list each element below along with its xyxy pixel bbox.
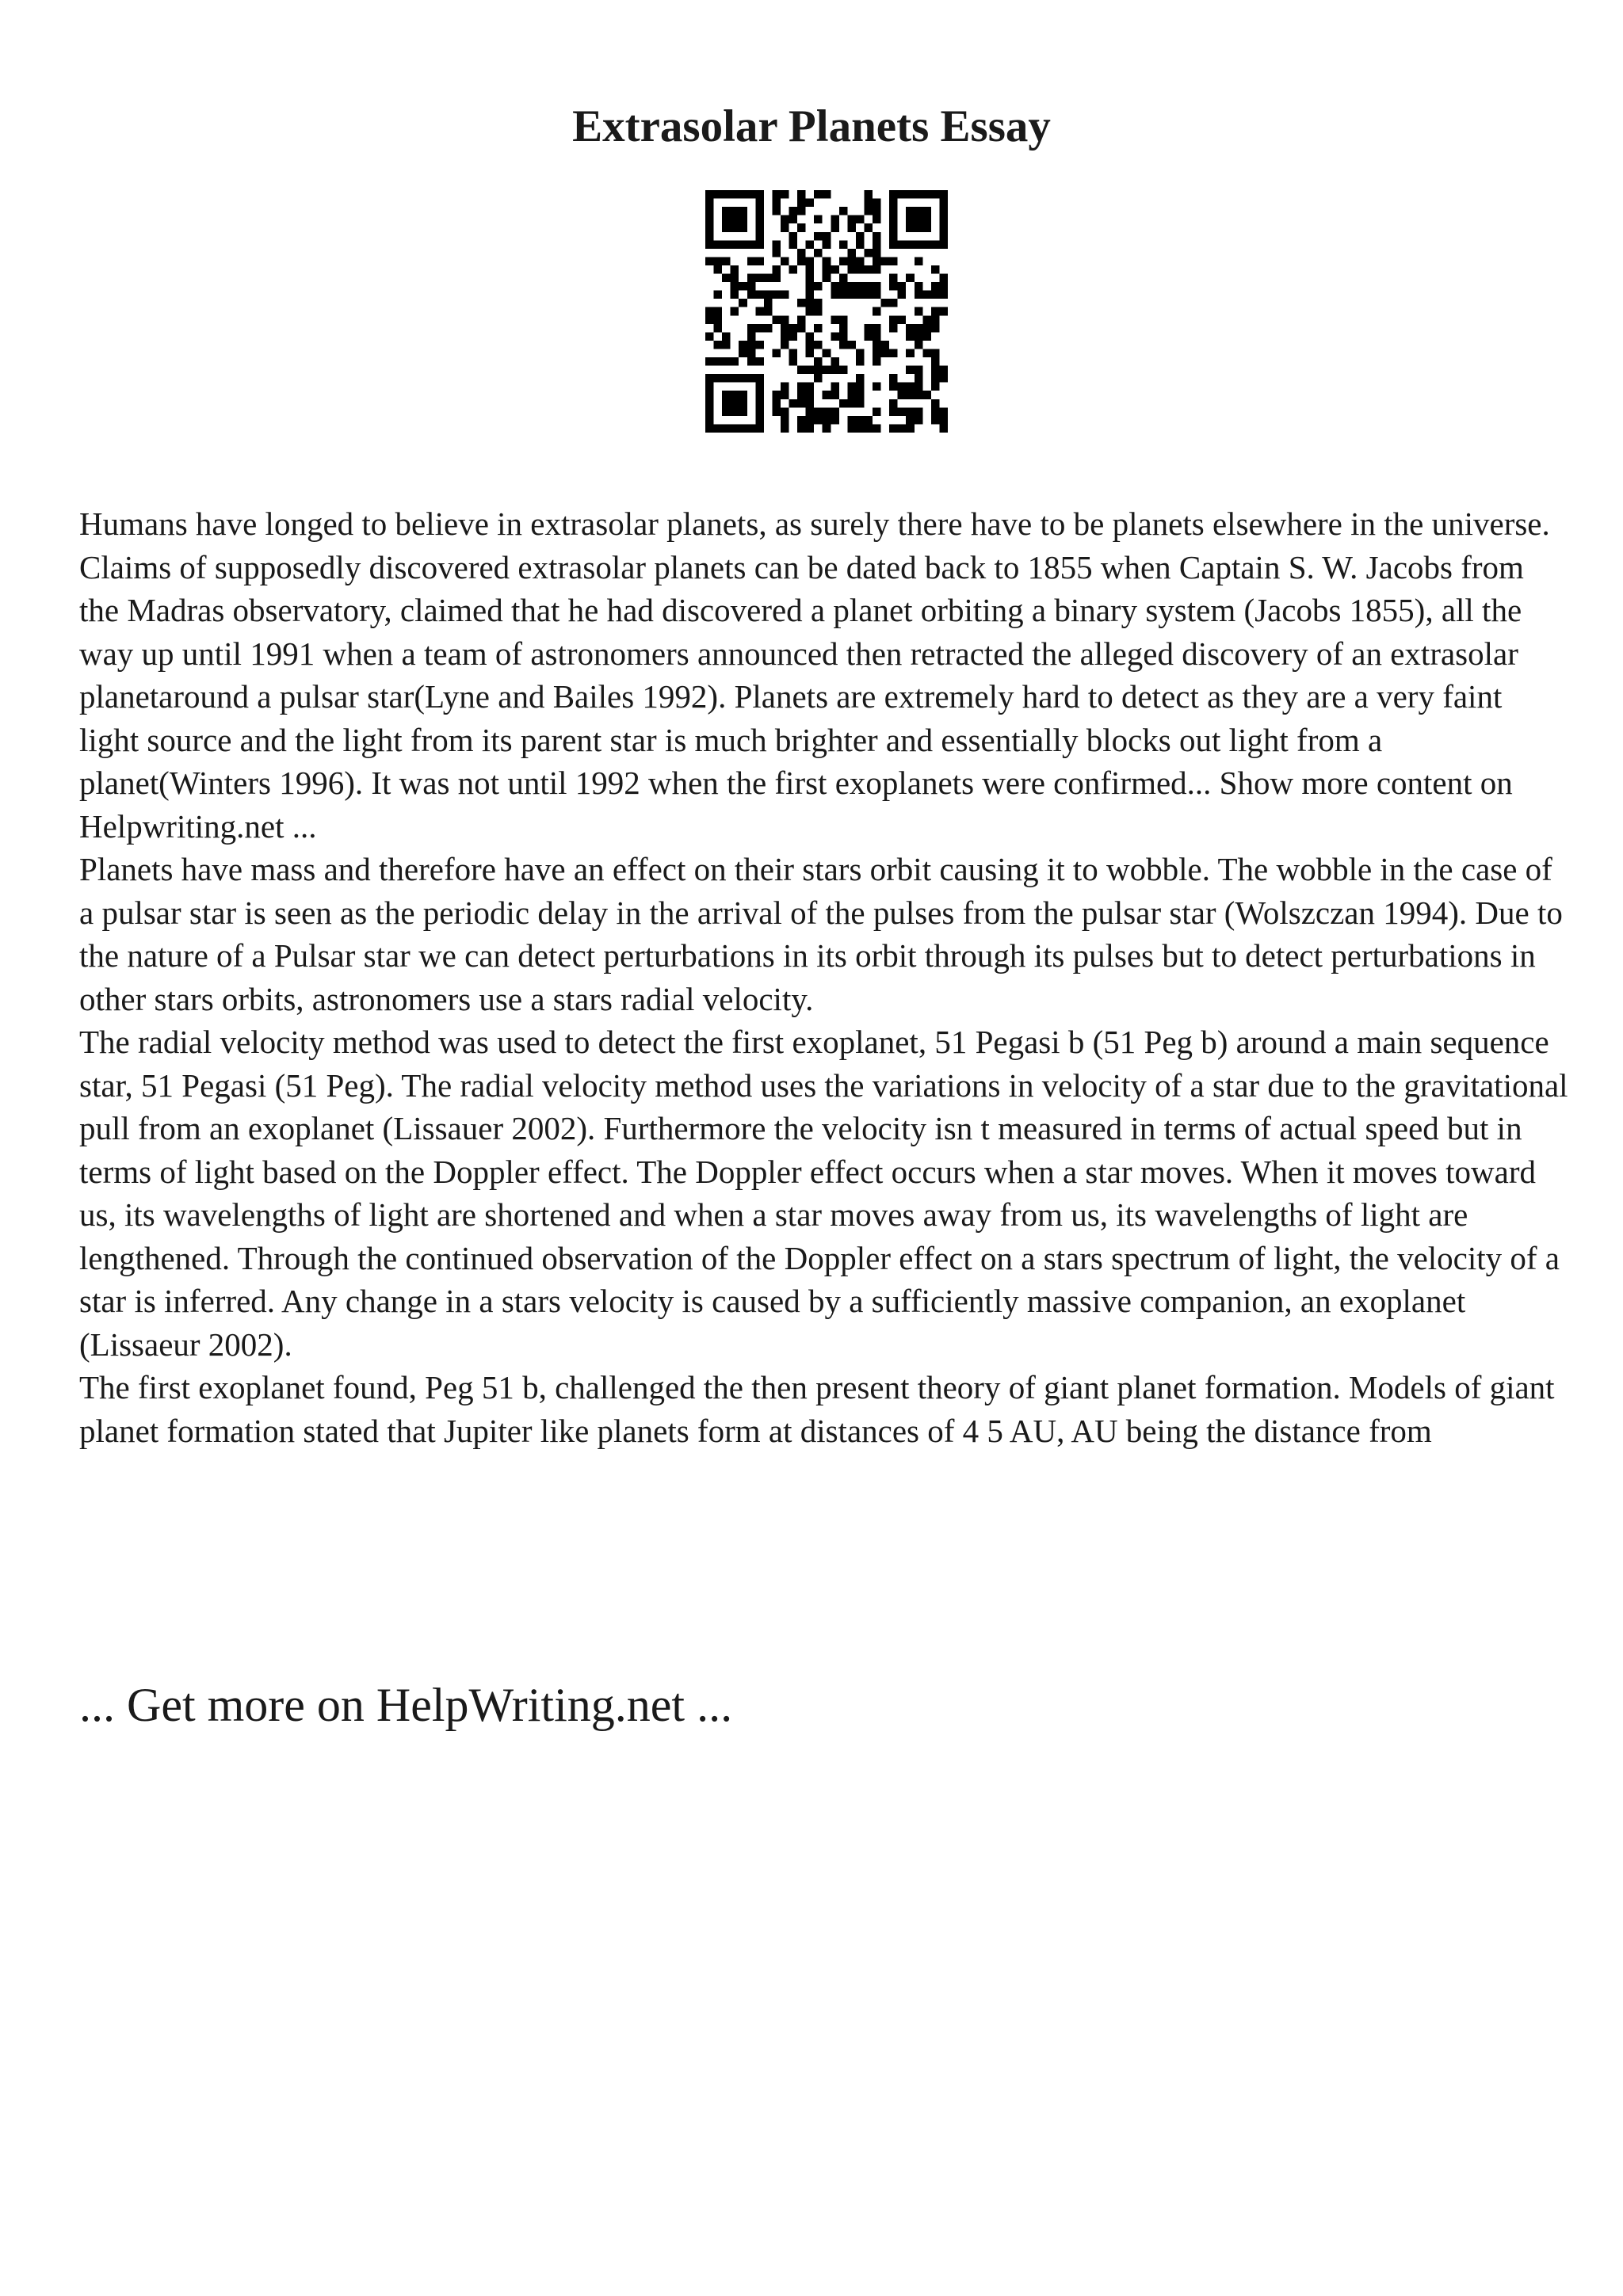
- paragraph-1: Humans have longed to believe in extrasolar planets, as surely there have to be planets elsewhere in the universe. Claims of supposedly discovered extrasolar planets can be dated back to 1855 when Captain S. W. Jacobs from the Madras observatory, claimed that he had discovered a planet orbiting a binary system (Jacobs 1855), all the way up until 1991 when a team of astronomers announced then retracted the alleged discovery of an extrasolar planetaround a pulsar star(Lyne and Bailes 1992). Planets are extremely hard to detect as they are a very faint light source and the light from its parent star is much brighter and essentially blocks out light from a planet(Winters 1996). It was not until 1992 when the first exoplanets were confirmed... Show more content on Helpwriting.net ...: [79, 505, 1550, 845]
- paragraph-4: The first exoplanet found, Peg 51 b, challenged the then present theory of giant planet formation. Models of giant planet formation stated that Jupiter like planets form at distances of 4 5 AU, AU being the distance from: [79, 1369, 1555, 1449]
- paragraph-3: The radial velocity method was used to detect the first exoplanet, 51 Pegasi b (51 Peg b) around a main sequence star, 51 Pegasi (51 Peg). The radial velocity method uses the variations in velocity of a star due to the gravitational pull from an exoplanet (Lissauer 2002). Furthermore the velocity isn t measured in terms of actual speed but in terms of light based on the Doppler effect. The Doppler effect occurs when a star moves. When it moves toward us, its wavelengths of light are shortened and when a star moves away from us, its wavelengths of light are lengthened. Through the continued observation of the Doppler effect on a stars spectrum of light, the velocity of a star is inferred. Any change in a stars velocity is caused by a sufficiently massive companion, an exoplanet (Lissaeur 2002).: [79, 1024, 1568, 1363]
- document-title: Extrasolar Planets Essay: [572, 101, 1051, 151]
- get-more-link[interactable]: ... Get more on HelpWriting.net ...: [79, 1679, 733, 1731]
- paragraph-2: Planets have mass and therefore have an effect on their stars orbit causing it to wobble. The wobble in the case of a pulsar star is seen as the periodic delay in the arrival of the pulses from the pulsar star (Wolszczan 1994). Due to the nature of a Pulsar star we can detect perturbations in its orbit through its pulses but to detect perturbations in other stars orbits, astronomers use a stars radial velocity.: [79, 851, 1563, 1017]
- essay-body: [79, 502, 1569, 1452]
- qr-code-icon: [705, 190, 948, 433]
